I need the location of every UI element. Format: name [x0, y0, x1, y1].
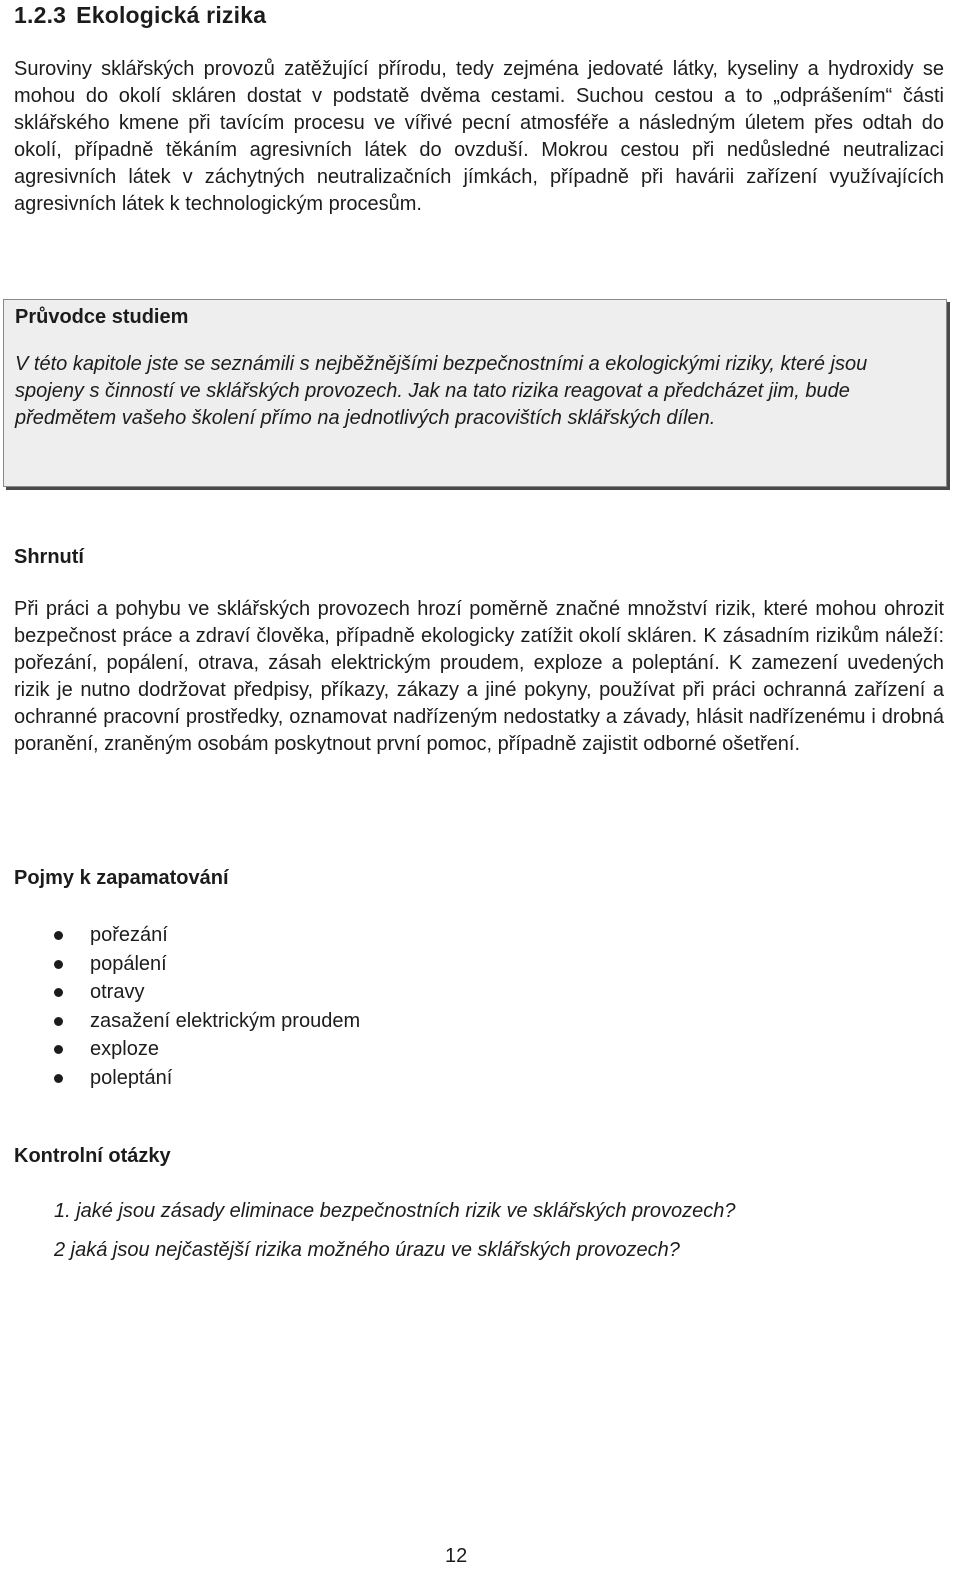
term-label: pořezání [90, 924, 168, 946]
list-item [14, 1035, 360, 1064]
bullet-icon [54, 1045, 63, 1054]
terms-heading: Pojmy k zapamatování [14, 867, 229, 889]
terms-list [14, 921, 360, 1093]
list-item [14, 921, 360, 950]
section-title: Ekologická rizika [76, 2, 267, 28]
question-item: 1. jaké jsou zásady eliminace bezpečnostních rizik ve sklářských provozech? [54, 1200, 736, 1222]
bullet-icon [54, 1074, 63, 1083]
term-label: popálení [90, 952, 167, 975]
list-item [14, 950, 360, 979]
section-heading [14, 2, 266, 29]
term-label: zasažení elektrickým proudem [90, 1009, 361, 1032]
bullet-icon [54, 960, 63, 969]
list-item [14, 1007, 360, 1036]
questions-list [54, 1198, 735, 1276]
bullet-icon [54, 988, 63, 997]
page-number: 12 [445, 1545, 468, 1567]
list-item [14, 1064, 360, 1093]
summary-paragraph: Při práci a pohybu ve sklářských provozech hrozí poměrně značné množství rizik, které mohou ohrozit bezpečnost práce a zdraví člověka, případně ekologicky zatížit okolí skláren. K zásadním rizikům náleží: pořezání, popálení, otrava, zásah elektrickým proudem, exploze a poleptání. K zamezení uvedených rizik je nutno dodržovat předpisy, příkazy, zákazy a jiné pokyny, používat při práci ochranná zařízení a ochranné pracovní prostředky, oznamovat nadřízeným nedostatky a závady, hlásit nadřízenému i drobná poranění, zraněným osobám poskytnout první pomoc, případně zajistit odborné ošetření. [14, 598, 944, 755]
intro-paragraph: Suroviny sklářských provozů zatěžující přírodu, tedy zejména jedovaté látky, kyseliny a hydroxidy se mohou do okolí skláren dostat v podstatě dvěma cestami. Suchou cestou a to „odprášením“ části sklářského kmene při tavícím procesu ve vířivé pecní atmosféře a následným úletem přes odtah do okolí, případně těkáním agresivních látek do ovzduší. Mokrou cestou při nedůsledné neutralizaci agresivních látek v záchytných neutralizačních jímkách, případně při havárii zařízení využívajících agresivních látek k technologickým procesům. [14, 58, 944, 215]
study-guide-text: V této kapitole jste se seznámili s nejběžnějšími bezpečnostními a ekologickými riziky, které jsou spojeny s činností ve sklářských provozech. Jak na tato rizika reagovat a předcházet jim, bude předmětem vašeho školení přímo na jednotlivých pracovištích sklářských dílen. [15, 353, 868, 429]
bullet-icon [54, 931, 63, 940]
section-number: 1.2.3 [14, 2, 67, 28]
term-label: otravy [90, 981, 145, 1004]
study-guide-box [3, 299, 947, 487]
summary-heading: Shrnutí [14, 546, 84, 568]
term-label: exploze [90, 1038, 159, 1061]
questions-heading: Kontrolní otázky [14, 1145, 171, 1167]
question-item: 2 jaká jsou nejčastější rizika možného úrazu ve sklářských provozech? [54, 1239, 680, 1261]
study-guide-title: Průvodce studiem [15, 306, 189, 328]
term-label: poleptání [90, 1066, 173, 1089]
list-item [14, 978, 360, 1007]
bullet-icon [54, 1017, 63, 1026]
